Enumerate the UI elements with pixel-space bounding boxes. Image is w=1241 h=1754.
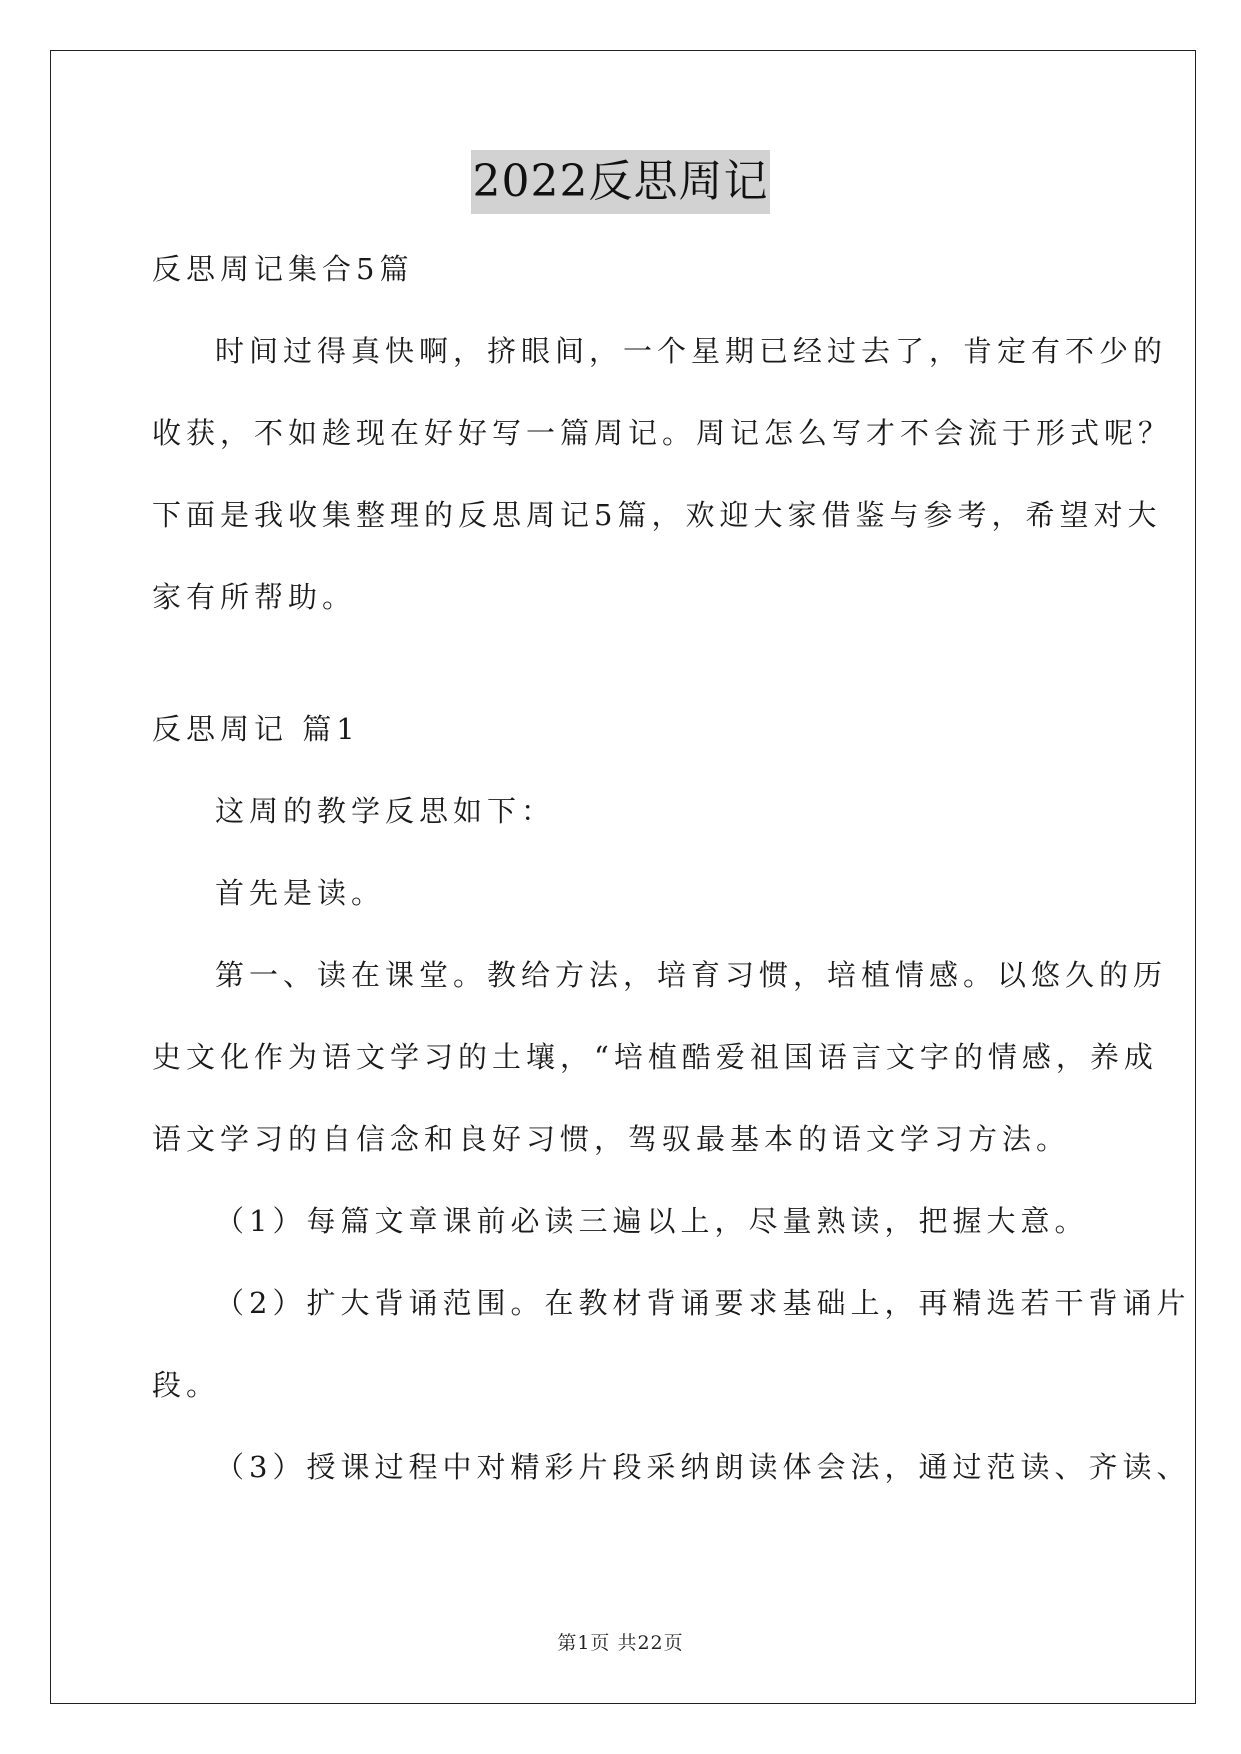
document-title: 2022反思周记 (471, 150, 771, 214)
text-line: 家有所帮助。 (152, 580, 357, 614)
text-line: 这周的教学反思如下： (215, 794, 556, 828)
section-heading: 反思周记 篇1 (152, 712, 360, 746)
spacer (152, 638, 1097, 688)
text-line: 段。 (152, 1368, 221, 1402)
text-line: （3）授课过程中对精彩片段采纳朗读体会法，通过范读、齐读、 (215, 1450, 1191, 1484)
page-footer: 第1页 共22页 (557, 1632, 684, 1654)
text-line: （1）每篇文章课前必读三遍以上，尽量熟读，把握大意。 (215, 1204, 1089, 1238)
text-line: 第一、读在课堂。教给方法，培育习惯，培植情感。以悠久的历 (215, 958, 1168, 992)
text-line: 下面是我收集整理的反思周记5篇，欢迎大家借鉴与参考，希望对大 (152, 498, 1162, 532)
text-line: 收获，不如趁现在好好写一篇周记。周记怎么写才不会流于形式呢？ (152, 416, 1173, 450)
text-line: （2）扩大背诵范围。在教材背诵要求基础上，再精选若干背诵片 (215, 1286, 1191, 1320)
text-line: 时间过得真快啊，挤眼间，一个星期已经过去了，肯定有不少的 (215, 334, 1168, 368)
text-line: 语文学习的自信念和良好习惯，驾驭最基本的语文学习方法。 (152, 1122, 1071, 1156)
subtitle-line: 反思周记集合5篇 (152, 252, 414, 286)
document-body (152, 228, 1191, 1508)
title-container (0, 150, 1241, 214)
text-line: 史文化作为语文学习的土壤，“培植酷爱祖国语言文字的情感，养成 (152, 1040, 1158, 1074)
text-line: 首先是读。 (215, 876, 386, 910)
